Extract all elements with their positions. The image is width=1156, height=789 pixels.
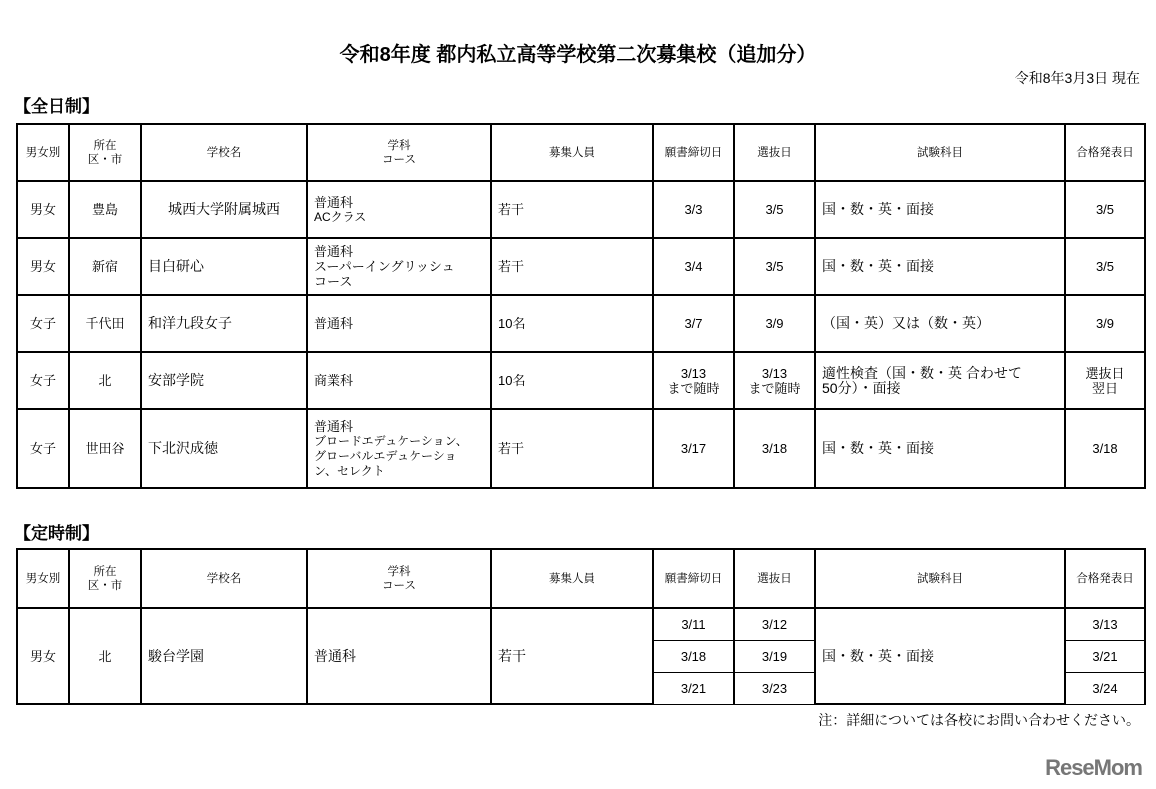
course-cell bbox=[307, 181, 491, 238]
capacity-cell: 若干 bbox=[491, 181, 653, 238]
area-cell: 北 bbox=[69, 352, 141, 409]
course-detail: ブロードエデュケーション、 グローバルエデュケーショ ン、セレクト bbox=[314, 433, 468, 478]
school-name-cell: 城西大学附属城西 bbox=[141, 181, 307, 238]
area-cell: 豊島 bbox=[69, 181, 141, 238]
selection-date-cell: 3/12 bbox=[734, 608, 815, 640]
deadline-cell: 3/3 bbox=[653, 181, 734, 238]
exam-subjects-cell: 国・数・英・面接 bbox=[815, 608, 1065, 704]
header-result-date: 合格発表日 bbox=[1065, 549, 1145, 608]
header-gender: 男女別 bbox=[17, 124, 69, 181]
area-cell: 千代田 bbox=[69, 295, 141, 352]
school-name-cell: 和洋九段女子 bbox=[141, 295, 307, 352]
deadline-cell: 3/7 bbox=[653, 295, 734, 352]
course-cell bbox=[307, 238, 491, 295]
header-course: 学科 コース bbox=[307, 124, 491, 181]
school-name-cell: 目白研心 bbox=[141, 238, 307, 295]
result-date-cell: 選抜日 翌日 bbox=[1065, 352, 1145, 409]
selection-date-cell: 3/5 bbox=[734, 238, 815, 295]
deadline-cell: 3/11 bbox=[653, 608, 734, 640]
result-date-cell: 3/9 bbox=[1065, 295, 1145, 352]
course-cell bbox=[307, 295, 491, 352]
as-of-date: 令和8年3月3日 現在 bbox=[1014, 70, 1140, 86]
deadline-cell: 3/13 まで随時 bbox=[653, 352, 734, 409]
result-date-cell: 3/5 bbox=[1065, 238, 1145, 295]
header-row bbox=[17, 124, 1145, 181]
selection-date-cell: 3/18 bbox=[734, 409, 815, 488]
footnote: 注：詳細については各校にお問い合わせください。 bbox=[818, 712, 1140, 728]
gender-cell: 女子 bbox=[17, 295, 69, 352]
gender-cell: 女子 bbox=[17, 409, 69, 488]
course-name: 普通科 bbox=[314, 244, 354, 259]
table-row bbox=[17, 295, 1145, 352]
result-date-cell: 3/24 bbox=[1065, 672, 1145, 704]
course-cell bbox=[307, 409, 491, 488]
header-capacity: 募集人員 bbox=[491, 124, 653, 181]
header-selection-date: 選抜日 bbox=[734, 549, 815, 608]
header-row bbox=[17, 549, 1145, 608]
result-date-cell: 3/5 bbox=[1065, 181, 1145, 238]
result-date-cell: 3/18 bbox=[1065, 409, 1145, 488]
selection-date-cell: 3/5 bbox=[734, 181, 815, 238]
header-course: 学科 コース bbox=[307, 549, 491, 608]
deadline-cell: 3/21 bbox=[653, 672, 734, 704]
exam-subjects-cell: 国・数・英・面接 bbox=[815, 238, 1065, 295]
course-name: 普通科 bbox=[314, 194, 354, 210]
header-capacity: 募集人員 bbox=[491, 549, 653, 608]
header-exam-subjects: 試験科目 bbox=[815, 549, 1065, 608]
selection-date-cell: 3/9 bbox=[734, 295, 815, 352]
capacity-cell: 若干 bbox=[491, 409, 653, 488]
area-cell: 北 bbox=[69, 608, 141, 704]
selection-date-cell: 3/13 まで随時 bbox=[734, 352, 815, 409]
section-parttime-heading: 【定時制】 bbox=[14, 524, 99, 543]
course-name: 商業科 bbox=[314, 373, 354, 388]
resemom-logo: ReseMom bbox=[1045, 755, 1142, 780]
gender-cell: 男女 bbox=[17, 608, 69, 704]
table-row bbox=[17, 409, 1145, 488]
selection-date-cell: 3/23 bbox=[734, 672, 815, 704]
capacity-cell: 若干 bbox=[491, 608, 653, 704]
exam-subjects-cell: 適性検査（国・数・英 合わせて 50分）・面接 bbox=[815, 352, 1065, 409]
course-name: 普通科 bbox=[314, 418, 354, 434]
result-date-cell: 3/21 bbox=[1065, 640, 1145, 672]
table-row bbox=[17, 238, 1145, 295]
course-name: 普通科 bbox=[314, 316, 354, 331]
deadline-cell: 3/4 bbox=[653, 238, 734, 295]
capacity-cell: 若干 bbox=[491, 238, 653, 295]
capacity-cell: 10名 bbox=[491, 352, 653, 409]
page-title: 令和8年度 都内私立高等学校第二次募集校（追加分） bbox=[339, 44, 817, 66]
course-detail: スーパーイングリッシュ コース bbox=[314, 259, 455, 289]
header-school-name: 学校名 bbox=[141, 549, 307, 608]
school-name-cell: 駿台学園 bbox=[141, 608, 307, 704]
course-detail: ACクラス bbox=[314, 209, 367, 224]
gender-cell: 男女 bbox=[17, 238, 69, 295]
school-name-cell: 下北沢成徳 bbox=[141, 409, 307, 488]
selection-date-cell: 3/19 bbox=[734, 640, 815, 672]
table-row bbox=[17, 608, 1145, 640]
result-date-cell: 3/13 bbox=[1065, 608, 1145, 640]
exam-subjects-cell: （国・英）又は（数・英） bbox=[815, 295, 1065, 352]
section-fulltime-heading: 【全日制】 bbox=[14, 97, 99, 116]
header-gender: 男女別 bbox=[17, 549, 69, 608]
gender-cell: 女子 bbox=[17, 352, 69, 409]
deadline-cell: 3/18 bbox=[653, 640, 734, 672]
exam-subjects-cell: 国・数・英・面接 bbox=[815, 181, 1065, 238]
header-application-deadline: 願書締切日 bbox=[653, 124, 734, 181]
area-cell: 新宿 bbox=[69, 238, 141, 295]
course-cell bbox=[307, 352, 491, 409]
header-school-name: 学校名 bbox=[141, 124, 307, 181]
course-cell: 普通科 bbox=[307, 608, 491, 704]
header-result-date: 合格発表日 bbox=[1065, 124, 1145, 181]
parttime-table bbox=[16, 548, 1146, 705]
school-name-cell: 安部学院 bbox=[141, 352, 307, 409]
table-row bbox=[17, 181, 1145, 238]
exam-subjects-cell: 国・数・英・面接 bbox=[815, 409, 1065, 488]
capacity-cell: 10名 bbox=[491, 295, 653, 352]
header-selection-date: 選抜日 bbox=[734, 124, 815, 181]
table-row bbox=[17, 352, 1145, 409]
header-application-deadline: 願書締切日 bbox=[653, 549, 734, 608]
area-cell: 世田谷 bbox=[69, 409, 141, 488]
header-area: 所在 区・市 bbox=[69, 549, 141, 608]
header-exam-subjects: 試験科目 bbox=[815, 124, 1065, 181]
gender-cell: 男女 bbox=[17, 181, 69, 238]
header-area: 所在 区・市 bbox=[69, 124, 141, 181]
deadline-cell: 3/17 bbox=[653, 409, 734, 488]
fulltime-table bbox=[16, 123, 1146, 489]
